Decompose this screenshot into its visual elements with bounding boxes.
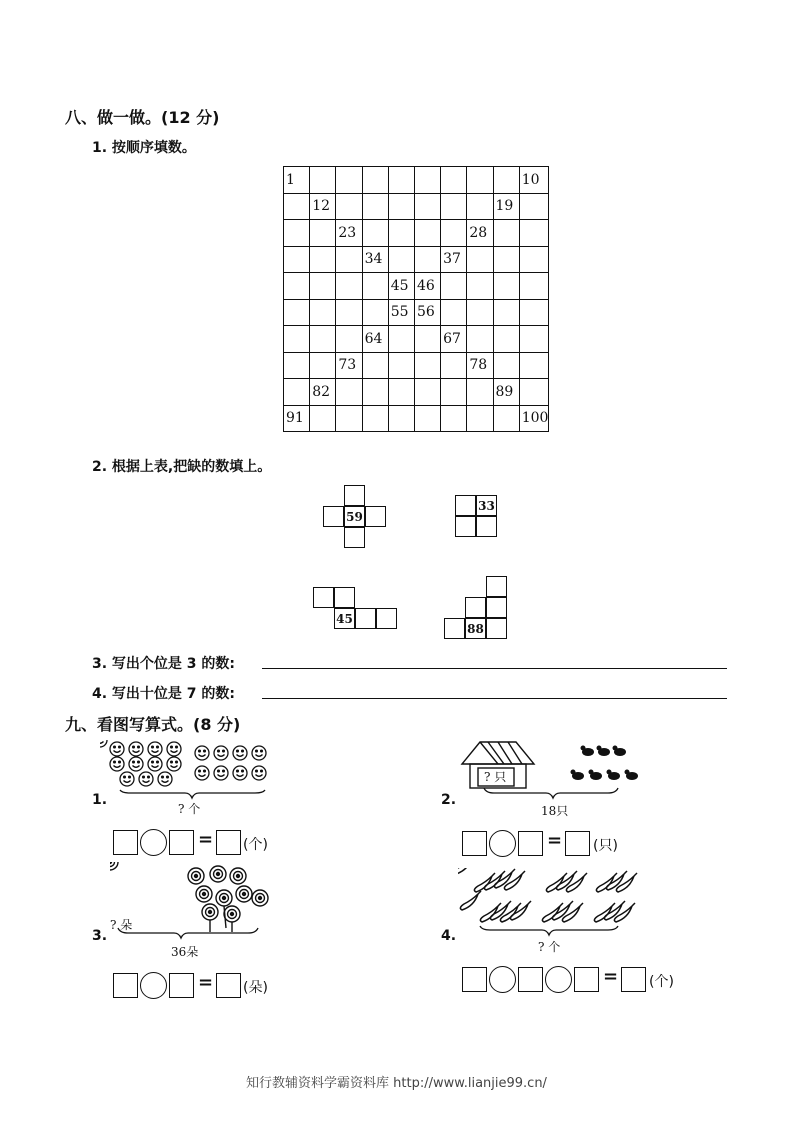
grid-cell[interactable] [362,273,388,300]
grid-cell[interactable] [519,273,549,300]
grid-cell[interactable] [388,193,414,220]
grid-cell[interactable] [441,193,467,220]
grid-cell: 78 [467,352,493,379]
cell[interactable] [344,485,365,506]
section9-title: 九、看图写算式。(8 分) [65,715,241,734]
cell[interactable] [334,587,355,608]
grid-cell[interactable] [362,220,388,247]
grid-cell: 23 [336,220,362,247]
answer-box[interactable] [113,973,138,998]
grid-cell: 19 [493,193,519,220]
answer-box[interactable] [462,831,487,856]
grid-cell[interactable] [362,193,388,220]
grid-row [284,220,549,247]
problem1-number: 1. [92,792,108,808]
footer-watermark: 知行教辅资料学霸资料库 http://www.lianjie99.cn/ [246,1076,547,1091]
grid-row [284,352,549,379]
grid-cell[interactable] [284,326,310,353]
grid-cell[interactable] [310,246,336,273]
problem2-number: 2. [441,792,457,808]
grid-row [284,246,549,273]
grid-cell[interactable] [388,352,414,379]
grid-cell[interactable] [441,352,467,379]
question3-text: 3. 写出个位是 3 的数: [92,656,236,672]
grid-cell[interactable] [414,220,440,247]
grid-cell[interactable] [414,405,440,432]
grid-cell[interactable] [388,220,414,247]
grid-cell[interactable] [388,167,414,194]
equals-sign: = [603,966,619,987]
problem4-number: 4. [441,928,457,944]
grid-cell[interactable] [467,379,493,406]
house-label: ? 只 [484,770,507,784]
grid-row [284,273,549,300]
cell[interactable] [465,597,486,618]
grid-cell[interactable] [336,326,362,353]
operator-circle[interactable] [489,830,516,857]
answer-box[interactable] [216,973,241,998]
grid-cell[interactable] [519,299,549,326]
answer-box[interactable] [216,830,241,855]
flowers-illustration [110,862,270,942]
grid-cell[interactable] [519,326,549,353]
grid-cell: 10 [519,167,549,194]
grid-cell[interactable] [284,379,310,406]
grid-cell: 64 [362,326,388,353]
unit-label: (个) [243,837,268,853]
grid-cell[interactable] [336,379,362,406]
cell-33: 33 [476,495,497,516]
grid-cell[interactable] [414,193,440,220]
grid-cell[interactable] [519,246,549,273]
question4-text: 4. 写出十位是 7 的数: [92,686,236,702]
grid-cell[interactable] [493,405,519,432]
grid-cell[interactable] [284,273,310,300]
grid-cell: 73 [336,352,362,379]
grid-row [284,299,549,326]
cell-88: 88 [465,618,486,639]
grid-cell[interactable] [467,326,493,353]
answer-box[interactable] [113,830,138,855]
grid-cell: 46 [414,273,440,300]
peppers-illustration [458,868,648,942]
answer-box[interactable] [518,831,543,856]
number-grid [283,166,549,432]
question2-text: 2. 根据上表,把缺的数填上。 [92,459,272,475]
grid-cell[interactable] [284,299,310,326]
grid-cell[interactable] [493,326,519,353]
answer-box[interactable] [462,967,487,992]
grid-cell[interactable] [388,246,414,273]
grid-cell[interactable] [467,299,493,326]
grid-cell[interactable] [414,246,440,273]
operator-circle[interactable] [140,972,167,999]
cell[interactable] [365,506,386,527]
grid-cell[interactable] [284,193,310,220]
problem3-label: 36朵 [171,945,199,959]
grid-cell[interactable] [441,299,467,326]
grid-cell[interactable] [441,405,467,432]
grid-cell: 91 [284,405,310,432]
cell[interactable] [486,576,507,597]
answer-box[interactable] [169,973,194,998]
grid-cell[interactable] [519,193,549,220]
grid-cell[interactable] [441,220,467,247]
grid-cell[interactable] [493,246,519,273]
grid-cell[interactable] [467,246,493,273]
answer-box[interactable] [565,831,590,856]
cell[interactable] [355,608,376,629]
grid-cell[interactable] [414,379,440,406]
grid-cell[interactable] [467,167,493,194]
cell[interactable] [313,587,334,608]
problem2-label: 18只 [541,804,569,818]
grid-cell[interactable] [336,405,362,432]
grid-cell[interactable] [362,299,388,326]
answer-box[interactable] [621,967,646,992]
smiley-faces-illustration [100,740,280,800]
grid-cell[interactable] [310,299,336,326]
cell[interactable] [486,618,507,639]
problem1-label: ? 个 [178,802,201,816]
cell[interactable] [476,516,497,537]
operator-circle[interactable] [489,966,516,993]
grid-cell[interactable] [441,167,467,194]
answer-box[interactable] [518,967,543,992]
grid-cell[interactable] [441,379,467,406]
grid-cell[interactable] [310,220,336,247]
grid-cell[interactable] [284,352,310,379]
question1-text: 1. 按顺序填数。 [92,140,196,156]
unit-label: (个) [649,974,674,990]
grid-cell[interactable] [493,167,519,194]
operator-circle[interactable] [545,966,572,993]
unit-label: (只) [593,838,618,854]
grid-cell[interactable] [362,352,388,379]
grid-cell[interactable] [310,405,336,432]
problem4-label: ? 个 [538,940,561,954]
grid-cell: 1 [284,167,310,194]
grid-cell[interactable] [336,273,362,300]
grid-cell[interactable] [493,273,519,300]
grid-cell: 34 [362,246,388,273]
grid-cell[interactable] [362,405,388,432]
grid-cell[interactable] [519,352,549,379]
grid-cell[interactable] [493,220,519,247]
cell[interactable] [486,597,507,618]
equals-sign: = [198,972,214,993]
grid-cell: 55 [388,299,414,326]
grid-cell: 12 [310,193,336,220]
grid-cell[interactable] [493,352,519,379]
grid-cell[interactable] [310,167,336,194]
cell-45: 45 [334,608,355,629]
answer-box[interactable] [574,967,599,992]
grid-cell[interactable] [284,246,310,273]
cell[interactable] [455,516,476,537]
problem3-number: 3. [92,928,108,944]
grid-cell[interactable] [388,379,414,406]
grid-cell[interactable] [441,273,467,300]
cell[interactable] [323,506,344,527]
grid-row [284,405,549,432]
problem3-top-label: ? 朵 [110,918,133,932]
grid-cell[interactable] [362,167,388,194]
equals-sign: = [547,830,563,851]
grid-cell[interactable] [467,193,493,220]
grid-cell: 37 [441,246,467,273]
grid-cell[interactable] [336,299,362,326]
grid-row [284,326,549,353]
grid-cell[interactable] [310,352,336,379]
grid-cell: 82 [310,379,336,406]
cell[interactable] [376,608,397,629]
grid-cell[interactable] [336,193,362,220]
grid-cell[interactable] [362,379,388,406]
grid-cell: 67 [441,326,467,353]
grid-cell: 28 [467,220,493,247]
grid-row [284,167,549,194]
grid-cell[interactable] [336,246,362,273]
grid-cell[interactable] [414,167,440,194]
grid-cell[interactable] [336,167,362,194]
grid-row [284,193,549,220]
grid-cell[interactable] [388,326,414,353]
grid-cell: 56 [414,299,440,326]
grid-cell: 45 [388,273,414,300]
grid-cell[interactable] [467,405,493,432]
grid-row [284,379,549,406]
grid-cell[interactable] [284,220,310,247]
grid-cell[interactable] [414,326,440,353]
cell[interactable] [455,495,476,516]
grid-cell[interactable] [519,220,549,247]
grid-cell[interactable] [310,273,336,300]
cell[interactable] [444,618,465,639]
section8-title: 八、做一做。(12 分) [65,108,220,127]
cell[interactable] [344,527,365,548]
answer-line-4[interactable] [262,698,727,699]
grid-cell: 89 [493,379,519,406]
grid-cell[interactable] [467,273,493,300]
unit-label: (朵) [243,980,268,996]
grid-cell[interactable] [493,299,519,326]
grid-cell[interactable] [310,326,336,353]
answer-box[interactable] [169,830,194,855]
answer-line-3[interactable] [262,668,727,669]
grid-cell: 100 [519,405,549,432]
grid-cell[interactable] [388,405,414,432]
grid-cell[interactable] [414,352,440,379]
equals-sign: = [198,829,214,850]
cell-59: 59 [344,506,365,527]
grid-cell[interactable] [519,379,549,406]
operator-circle[interactable] [140,829,167,856]
